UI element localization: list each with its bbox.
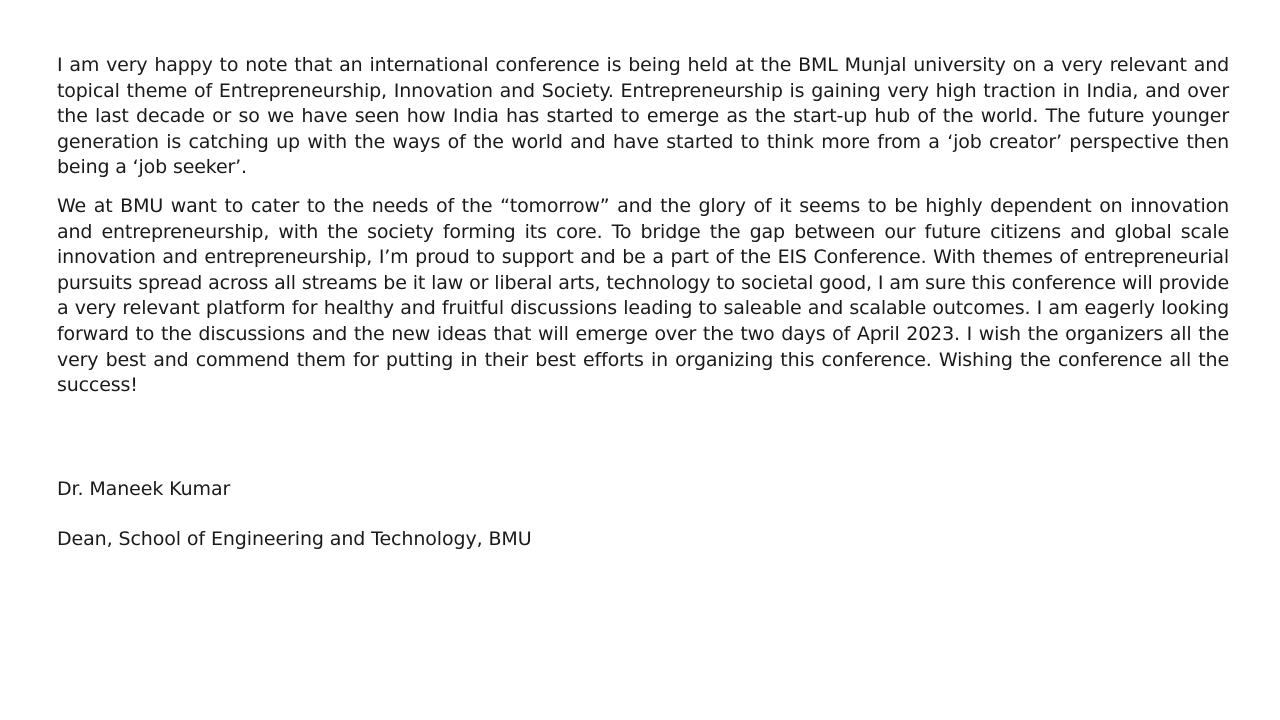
message-body bbox=[57, 53, 1229, 399]
signatory-title: Dean, School of Engineering and Technology, BMU bbox=[57, 528, 532, 550]
message-paragraph-1: I am very happy to note that an international conference is being held at the BML Munjal university on a very relevant and topical theme of Entrepreneurship, Innovation and Society. Entrepreneurship is gaining very high traction in India, and over the last decade or so we have seen how India has started to emerge as the start-up hub of the world. The future younger generation is catching up with the ways of the world and have started to think more from a ‘job creator’ perspective then being a ‘job seeker’. bbox=[57, 54, 1229, 179]
signatory-name: Dr. Maneek Kumar bbox=[57, 478, 231, 500]
message-paragraph-2: We at BMU want to cater to the needs of the “tomorrow” and the glory of it seems to be highly dependent on innovation and entrepreneurship, with the society forming its core. To bridge the gap between our future citizens and global scale innovation and entrepreneurship, I’m proud to support and be a part of the EIS Conference. With themes of entrepreneurial pursuits spread across all streams be it law or liberal arts, technology to societal good, I am sure this conference will provide a very relevant platform for healthy and fruitful discussions leading to saleable and scalable outcomes. I am eagerly looking forward to the discussions and the new ideas that will emerge over the two days of April 2023. I wish the organizers all the very best and commend them for putting in their best efforts in organizing this conference. Wishing the conference all the success! bbox=[57, 194, 1229, 397]
signature-block bbox=[57, 476, 857, 552]
